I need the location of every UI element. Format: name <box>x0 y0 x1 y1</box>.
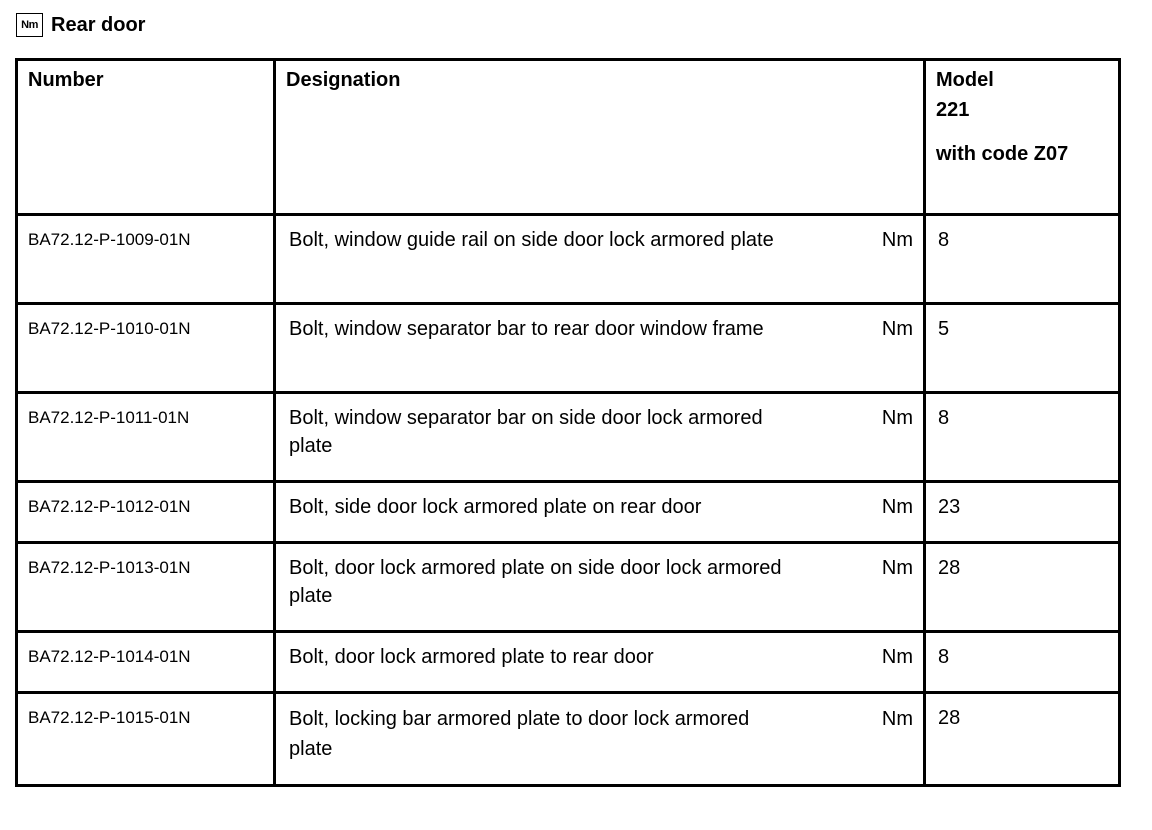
model-code: with code Z07 <box>936 143 1069 165</box>
model-number: 221 <box>936 99 970 121</box>
table-row <box>17 482 1120 543</box>
row-designation: Bolt, door lock armored plate on side door lock armored plate <box>289 557 782 607</box>
row-designation: Bolt, side door lock armored plate on rear door <box>289 496 702 518</box>
row-value: 8 <box>938 646 950 668</box>
row-number: BA72.12-P-1011-01N <box>28 408 190 427</box>
row-number: BA72.12-P-1015-01N <box>28 708 191 727</box>
table-row <box>17 632 1120 693</box>
row-designation: Bolt, window guide rail on side door lock armored plate <box>289 229 774 251</box>
row-value: 28 <box>938 707 961 729</box>
row-unit: Nm <box>881 407 913 429</box>
torque-spec-table <box>15 58 1121 787</box>
table-row <box>17 393 1120 482</box>
row-unit: Nm <box>881 708 913 730</box>
row-value: 8 <box>938 229 950 251</box>
column-header-number: Number <box>17 60 275 215</box>
row-number: BA72.12-P-1009-01N <box>28 230 191 249</box>
row-designation: Bolt, window separator bar to rear door window frame <box>289 318 764 340</box>
torque-nm-icon: Nm <box>16 13 43 37</box>
row-unit: Nm <box>881 496 913 518</box>
table-row <box>17 693 1120 786</box>
row-unit: Nm <box>881 646 913 668</box>
row-designation: Bolt, locking bar armored plate to door lock armored plate <box>289 708 750 760</box>
table-row <box>17 543 1120 632</box>
page-title: Rear door <box>51 13 146 36</box>
row-number: BA72.12-P-1014-01N <box>28 647 191 666</box>
column-header-model <box>925 60 1120 215</box>
row-unit: Nm <box>881 318 913 340</box>
page-header <box>16 10 145 40</box>
row-unit: Nm <box>881 557 913 579</box>
table-row <box>17 304 1120 393</box>
table-header-row <box>17 60 1120 215</box>
row-number: BA72.12-P-1010-01N <box>28 319 191 338</box>
row-value: 23 <box>938 496 961 518</box>
column-header-designation: Designation <box>275 60 925 215</box>
row-value: 8 <box>938 407 950 429</box>
model-label: Model <box>936 69 994 91</box>
table-row <box>17 215 1120 304</box>
row-number: BA72.12-P-1013-01N <box>28 558 191 577</box>
row-unit: Nm <box>881 229 913 251</box>
row-designation: Bolt, window separator bar on side door lock armored plate <box>289 407 763 457</box>
row-designation: Bolt, door lock armored plate to rear door <box>289 646 654 668</box>
row-number: BA72.12-P-1012-01N <box>28 497 191 516</box>
row-value: 5 <box>938 318 950 340</box>
row-value: 28 <box>938 557 961 579</box>
